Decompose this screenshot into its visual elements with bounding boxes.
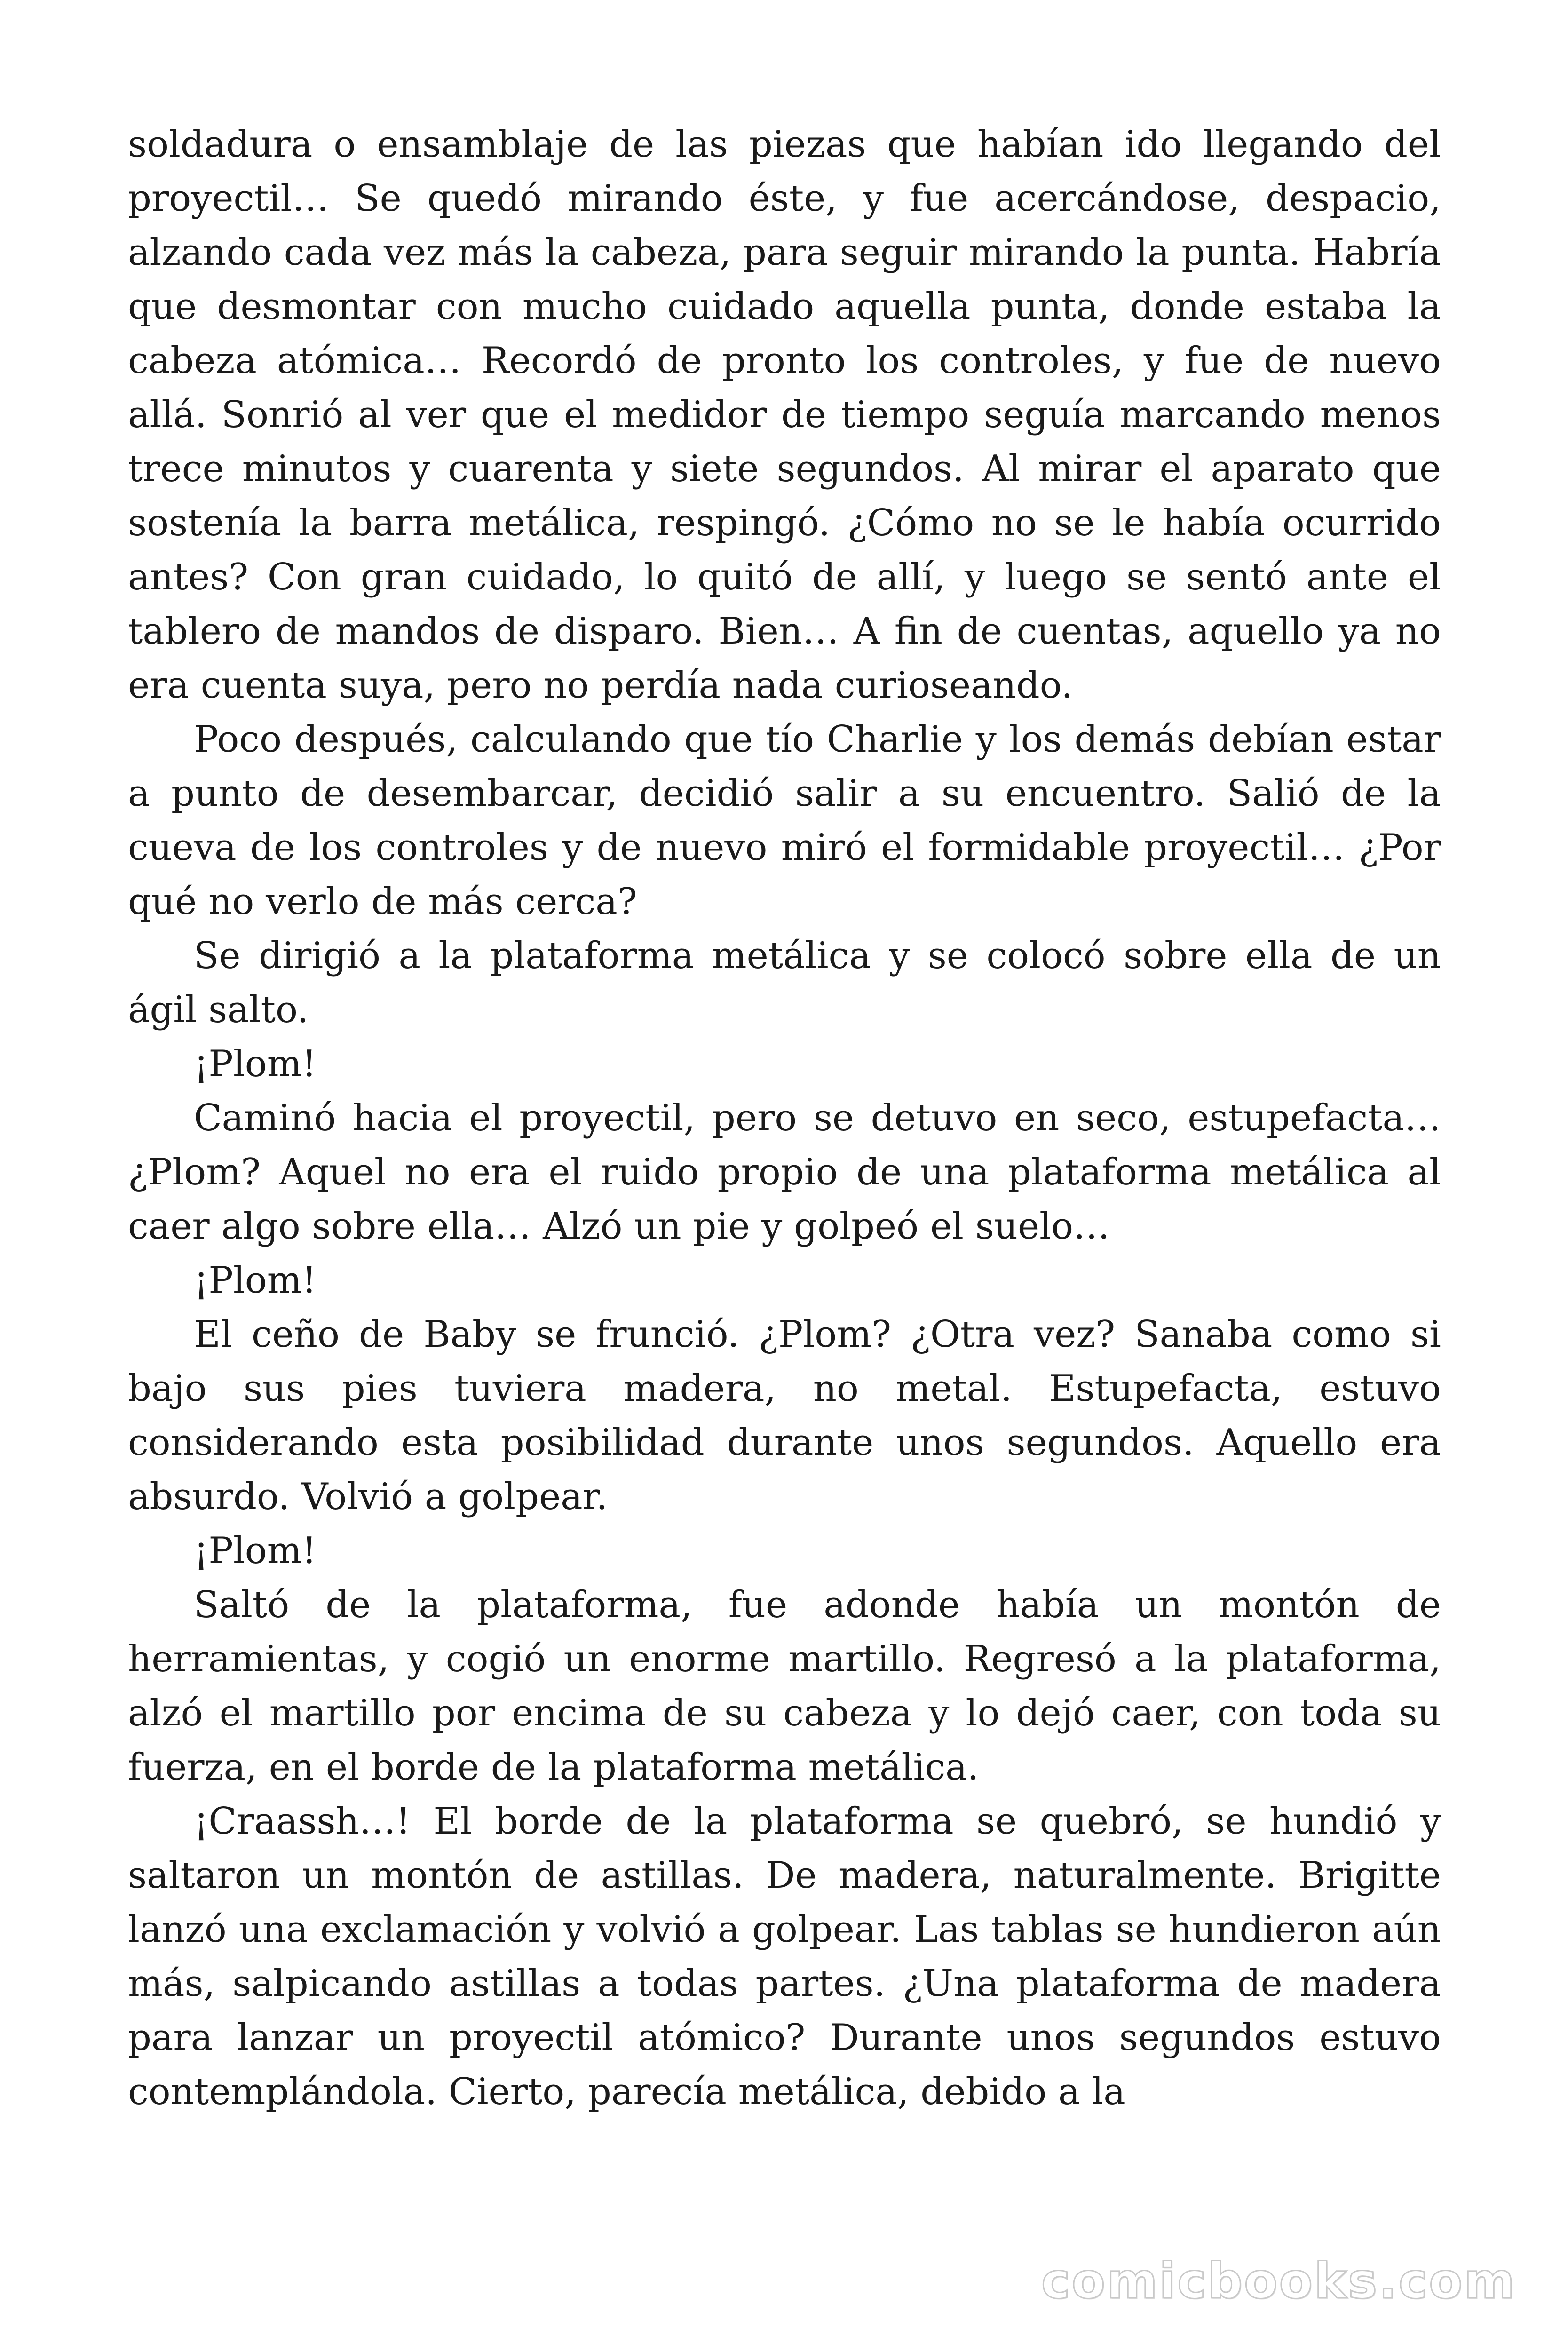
paragraph-4: ¡Plom! <box>194 1043 317 1085</box>
page-body <box>128 118 1441 2119</box>
paragraph-10: ¡Craassh…! El borde de la plataforma se quebró, se hundió y saltaron un montón de astillas. De madera, naturalmente. Brigitte lanzó una exclamación y volvió a golpear. Las tablas se hundieron aún más, salpicando astillas a todas partes. ¿Una plataforma de madera para lanzar un proyectil atómico? Durante unos segundos estuvo contemplándola. Cierto, parecía metálica, debido a la <box>128 1800 1441 2113</box>
paragraph-8: ¡Plom! <box>194 1530 317 1572</box>
paragraph-6: ¡Plom! <box>194 1259 317 1302</box>
paragraph-5: Caminó hacia el proyectil, pero se detuvo en seco, estupefacta… ¿Plom? Aquel no era el ruido propio de una plataforma metálica al caer algo sobre ella… Alzó un pie y golpeó el suelo… <box>128 1097 1441 1248</box>
paragraph-9: Saltó de la plataforma, fue adonde había un montón de herramientas, y cogió un enorme martillo. Regresó a la plataforma, alzó el martillo por encima de su cabeza y lo dejó caer, con toda su fuerza, en el borde de la plataforma metálica. <box>128 1584 1441 1788</box>
paragraph-7: El ceño de Baby se frunció. ¿Plom? ¿Otra vez? Sanaba como si bajo sus pies tuviera madera, no metal. Estupefacta, estuvo considerando esta posibilidad durante unos segundos. Aquello era absurdo. Volvió a golpear. <box>128 1313 1441 1518</box>
paragraph-3: Se dirigió a la plataforma metálica y se colocó sobre ella de un ágil salto. <box>128 935 1441 1031</box>
paragraph-1: soldadura o ensamblaje de las piezas que habían ido llegando del proyectil… Se quedó mirando éste, y fue acercándose, despacio, alzando cada vez más la cabeza, para seguir mirando la punta. Habría que desmontar con mucho cuidado aquella punta, donde estaba la cabeza atómica… Recordó de pronto los controles, y fue de nuevo allá. Sonrió al ver que el medidor de tiempo seguía marcando menos trece minutos y cuarenta y siete segundos. Al mirar el aparato que sostenía la barra metálica, respingó. ¿Cómo no se le había ocurrido antes? Con gran cuidado, lo quitó de allí, y luego se sentó ante el tablero de mandos de disparo. Bien… A fin de cuentas, aquello ya no era cuenta suya, pero no perdía nada curioseando. <box>128 123 1441 707</box>
paragraph-2: Poco después, calculando que tío Charlie y los demás debían estar a punto de desembarcar, decidió salir a su encuentro. Salió de la cueva de los controles y de nuevo miró el formidable proyectil… ¿Por qué no verlo de más cerca? <box>128 718 1441 923</box>
watermark: comicbooks.com <box>1041 2252 1516 2310</box>
